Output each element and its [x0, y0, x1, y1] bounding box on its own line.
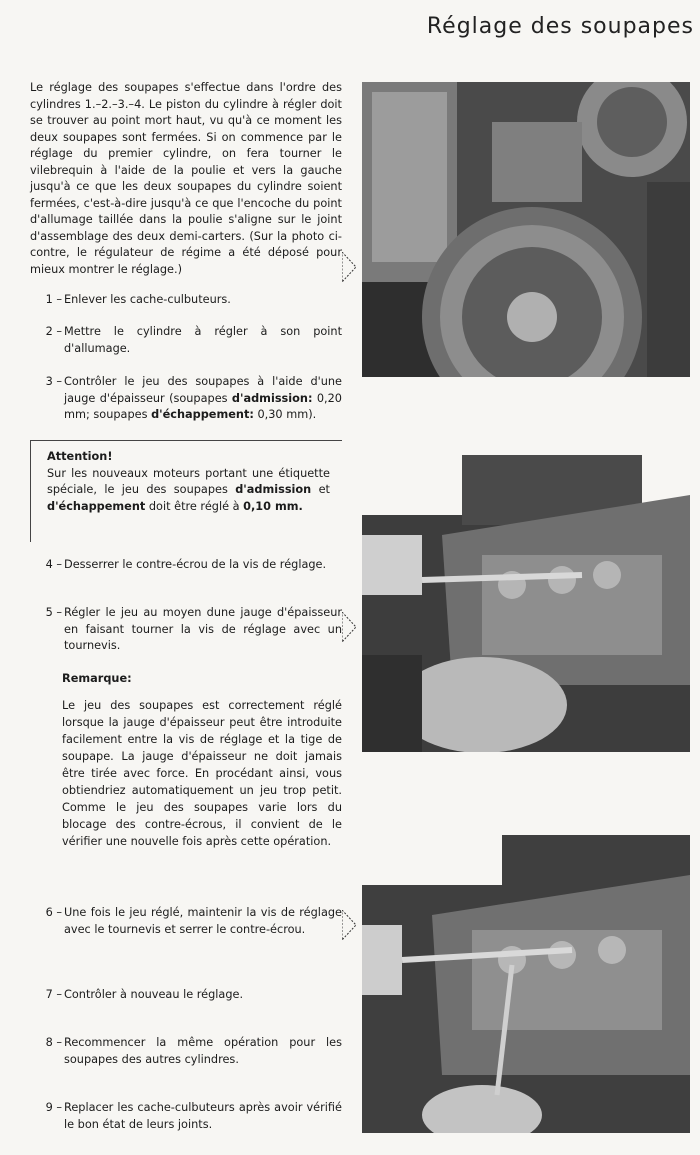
attention-text: Sur les nouveaux moteurs portant une étiquette spéciale, le jeu des soupapes d'admission et d'échappement doit être réglé à 0,10 mm. — [47, 466, 330, 513]
remark-block — [62, 670, 342, 850]
step-number: 6 – — [45, 906, 62, 919]
step-5 — [30, 605, 342, 655]
step-text: Régler le jeu au moyen dune jauge d'épaisseur en faisant tourner la vis de réglage avec un tournevis. — [64, 606, 342, 652]
step-text: Replacer les cache-culbuteurs après avoir vérifié le bon état de leurs joints. — [64, 1101, 342, 1131]
step-3 — [30, 374, 342, 424]
step-4 — [30, 557, 342, 574]
step-number: 3 – — [45, 375, 62, 388]
step-number: 4 – — [45, 558, 62, 571]
attention-heading: Attention! — [47, 450, 113, 463]
arrow-right-icon — [342, 252, 356, 282]
step-text: Une fois le jeu réglé, maintenir la vis de réglage avec le tournevis et serrer le contre-écrou. — [64, 906, 342, 936]
step-2 — [30, 324, 342, 357]
step-7 — [30, 987, 342, 1004]
intro-paragraph: Le réglage des soupapes s'effectue dans l'ordre des cylindres 1.–2.–3.–4. Le piston du cylindre à régler doit se trouver au point mort haut, vu qu'à ce moment les deux soupapes sont fermées. Si on commence par le réglage du premier cylindre, on fera tourner le vilebrequin à l'aide de la poulie et vers la gauche jusqu'à ce que les deux soupapes du cylindre soient fermées, c'est-à-dire jusqu'à ce que l'encoche du point d'allumage taillée dans la poulie s'aligne sur le joint d'assemblage des deux demi-carters. (Sur la photo ci-contre, le régulateur de régime a été déposé pour mieux montrer le réglage.) — [30, 81, 342, 276]
step-9 — [30, 1100, 342, 1133]
step-8 — [30, 1035, 342, 1068]
step-number: 1 – — [45, 293, 62, 306]
lock-nut-photo — [362, 835, 690, 1133]
step-number: 2 – — [45, 325, 62, 338]
step-text: Mettre le cylindre à régler à son point d'allumage. — [64, 325, 342, 355]
page-title: Réglage des soupapes — [426, 14, 694, 39]
attention-box — [30, 440, 342, 542]
step-text: Recommencer la même opération pour les soupapes des autres cylindres. — [64, 1036, 342, 1066]
step-number: 7 – — [45, 988, 62, 1001]
arrow-right-icon — [342, 910, 356, 940]
step-text: Contrôler à nouveau le réglage. — [64, 988, 244, 1001]
remark-heading: Remarque: — [62, 672, 132, 685]
step-number: 8 – — [45, 1036, 62, 1049]
step-6 — [30, 905, 342, 938]
step-text: Desserrer le contre-écrou de la vis de réglage. — [64, 558, 327, 571]
step-text: Contrôler le jeu des soupapes à l'aide d'une jauge d'épaisseur (soupapes d'admission: 0,20 mm; soupapes d'échappement: 0,30 mm). — [64, 375, 342, 421]
remark-text: Le jeu des soupapes est correctement réglé lorsque la jauge d'épaisseur peut être introduite facilement entre la vis de réglage et la tige de soupape. La jauge d'épaisseur ne doit jamais être tirée avec force. En procédant ainsi, vous obtiendriez automatiquement un jeu trop petit. Comme le jeu des soupapes varie lors du blocage des contre-écrous, il convient de le vérifier une nouvelle fois après cette opération. — [62, 699, 342, 848]
arrow-right-icon — [342, 612, 356, 642]
valve-gauge-photo — [362, 455, 690, 752]
step-number: 9 – — [45, 1101, 62, 1114]
step-number: 5 – — [45, 606, 62, 619]
step-1 — [30, 292, 342, 309]
engine-pulley-photo — [362, 82, 690, 377]
step-text: Enlever les cache-culbuteurs. — [64, 293, 231, 306]
